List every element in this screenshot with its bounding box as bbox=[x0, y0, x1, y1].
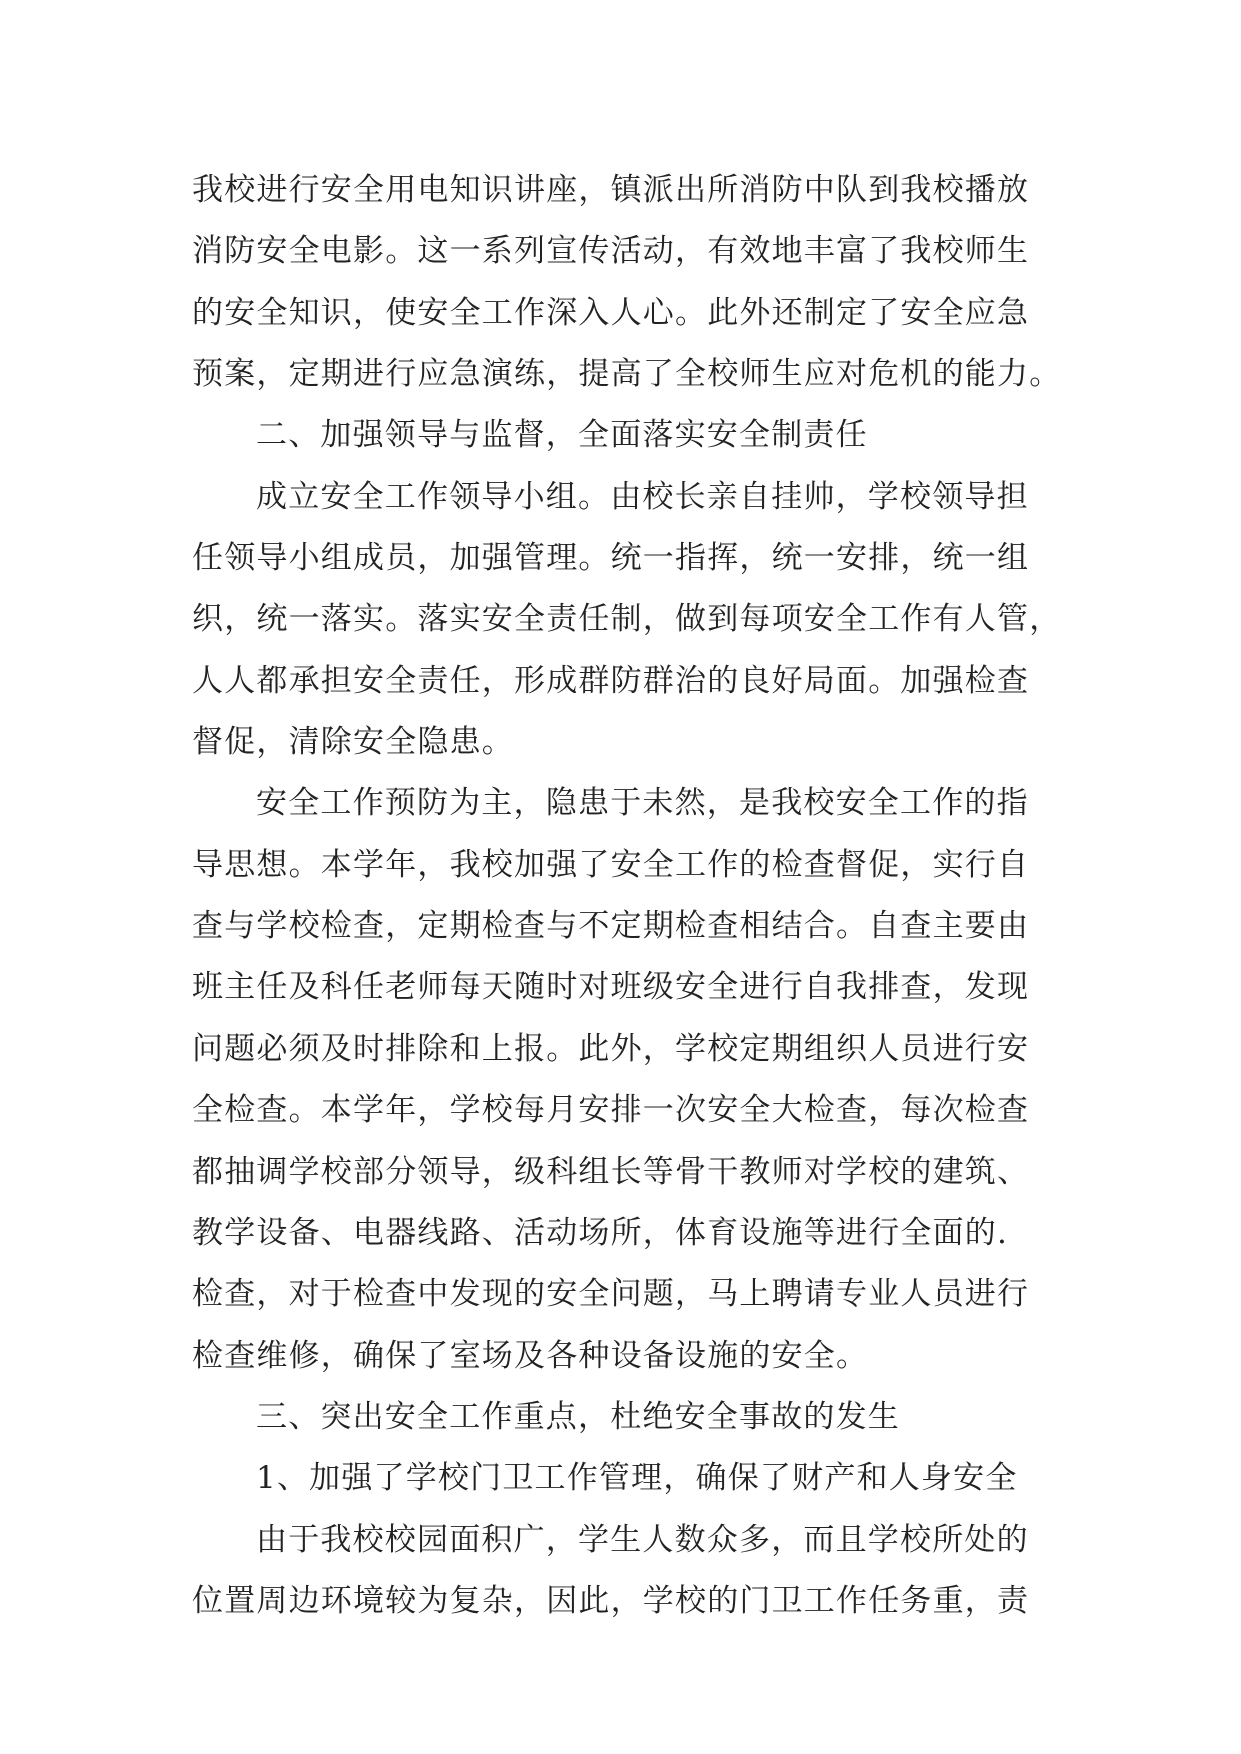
text-line: 织，统一落实。落实安全责任制，做到每项安全工作有人管， bbox=[192, 601, 1062, 638]
section-heading: 三、突出安全工作重点，杜绝安全事故的发生 bbox=[256, 1398, 900, 1435]
text-line: 成立安全工作领导小组。由校长亲自挂帅，学校领导担 bbox=[256, 478, 1029, 515]
text-line: 教学设备、电器线路、活动场所，体育设施等进行全面的. bbox=[192, 1214, 1009, 1251]
text-line: 班主任及科任老师每天随时对班级安全进行自我排查，发现 bbox=[192, 969, 1030, 1006]
document-body bbox=[192, 160, 1062, 1632]
text-line: 查与学校检查，定期检查与不定期检查相结合。自查主要由 bbox=[192, 908, 1030, 945]
text-line: 全检查。本学年，学校每月安排一次安全大检查，每次检查 bbox=[192, 1092, 1030, 1129]
section-heading: 二、加强领导与监督，全面落实安全制责任 bbox=[256, 417, 868, 454]
text-line: 由于我校校园面积广，学生人数众多，而且学校所处的 bbox=[256, 1521, 1029, 1558]
text-line: 都抽调学校部分领导，级科组长等骨干教师对学校的建筑、 bbox=[192, 1153, 1030, 1190]
text-line: 问题必须及时排除和上报。此外，学校定期组织人员进行安 bbox=[192, 1030, 1030, 1067]
text-line: 督促，清除安全隐患。 bbox=[192, 724, 514, 761]
text-line: 检查维修，确保了室场及各种设备设施的安全。 bbox=[192, 1337, 869, 1374]
text-line: 导思想。本学年，我校加强了安全工作的检查督促，实行自 bbox=[192, 846, 1030, 883]
text-line: 的安全知识，使安全工作深入人心。此外还制定了安全应急 bbox=[192, 294, 1030, 331]
subsection-heading: 1、加强了学校门卫工作管理，确保了财产和人身安全 bbox=[256, 1460, 1018, 1497]
text-line: 位置周边环境较为复杂，因此，学校的门卫工作任务重，责 bbox=[192, 1582, 1030, 1619]
text-line: 人人都承担安全责任，形成群防群治的良好局面。加强检查 bbox=[192, 662, 1030, 699]
text-line: 安全工作预防为主，隐患于未然，是我校安全工作的指 bbox=[256, 785, 1029, 822]
text-line: 任领导小组成员，加强管理。统一指挥，统一安排，统一组 bbox=[192, 540, 1030, 577]
text-line: 消防安全电影。这一系列宣传活动，有效地丰富了我校师生 bbox=[192, 233, 1030, 270]
text-line: 预案，定期进行应急演练，提高了全校师生应对危机的能力。 bbox=[192, 356, 1062, 393]
text-line: 检查，对于检查中发现的安全问题，马上聘请专业人员进行 bbox=[192, 1276, 1030, 1313]
text-line: 我校进行安全用电知识讲座，镇派出所消防中队到我校播放 bbox=[192, 172, 1030, 208]
